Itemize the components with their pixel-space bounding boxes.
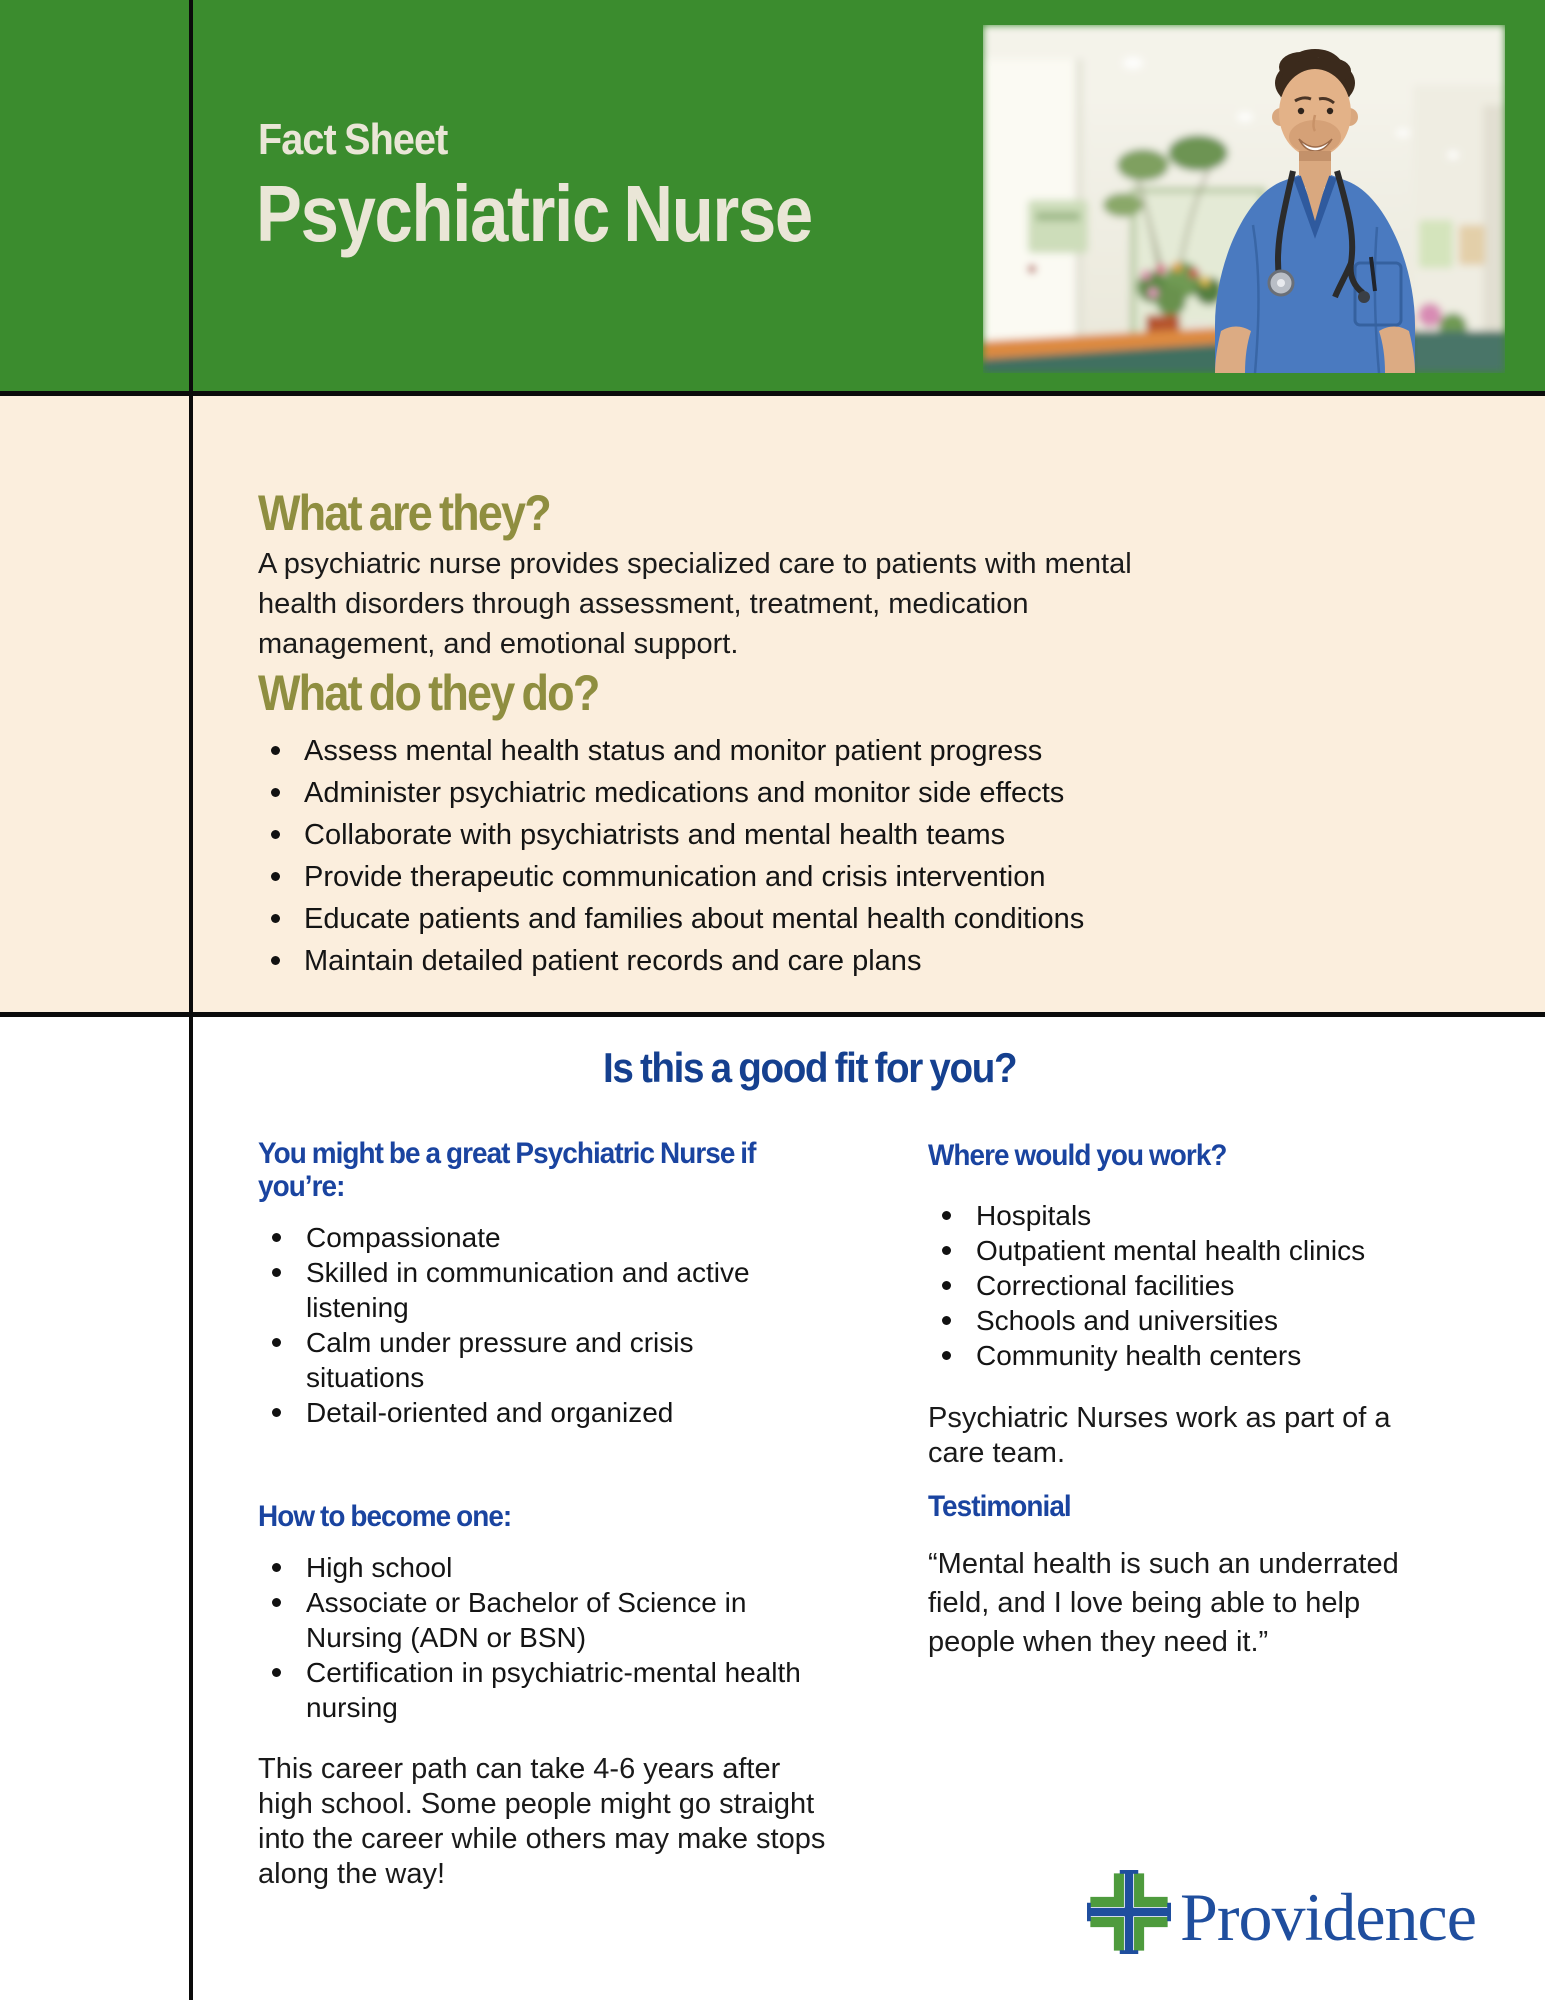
list-item bbox=[928, 1268, 1508, 1303]
care-team-note bbox=[928, 1401, 1508, 1471]
left-rule bbox=[189, 0, 193, 2000]
page-title: Psychiatric Nurse bbox=[256, 169, 812, 258]
quote-line: people when they need it.” bbox=[928, 1626, 1269, 1658]
testimonial-quote bbox=[928, 1545, 1508, 1662]
bullet-line: listening bbox=[306, 1292, 409, 1323]
list-item bbox=[928, 1303, 1508, 1338]
note-line: This career path can take 4-6 years after bbox=[258, 1753, 781, 1785]
great-if-heading bbox=[258, 1137, 755, 1203]
note-line: high school. Some people might go straight bbox=[258, 1788, 815, 1820]
how-become-heading: How to become one: bbox=[258, 1500, 512, 1533]
nurse-photo bbox=[983, 25, 1505, 373]
bullet-line: Compassionate bbox=[306, 1222, 501, 1253]
list-item bbox=[258, 1395, 858, 1430]
heading-line: you’re: bbox=[258, 1170, 345, 1203]
where-work-list bbox=[928, 1198, 1508, 1373]
list-item: Provide therapeutic communication and crisis intervention bbox=[258, 856, 1478, 898]
bullet-line: Calm under pressure and crisis bbox=[306, 1327, 694, 1358]
bullet-line: nursing bbox=[306, 1692, 398, 1723]
what-are-they-body bbox=[258, 544, 1358, 664]
testimonial-heading: Testimonial bbox=[928, 1490, 1071, 1523]
body-line: management, and emotional support. bbox=[258, 628, 739, 660]
list-item: Collaborate with psychiatrists and mental health teams bbox=[258, 814, 1478, 856]
duties-list bbox=[258, 730, 1478, 982]
divider bbox=[0, 391, 1545, 396]
list-item bbox=[928, 1338, 1508, 1373]
bullet-line: Outpatient mental health clinics bbox=[976, 1235, 1366, 1266]
fit-heading: Is this a good fit for you? bbox=[603, 1044, 1017, 1091]
fit-section bbox=[0, 1017, 1545, 2000]
great-if-list bbox=[258, 1220, 858, 1430]
quote-line: field, and I love being able to help bbox=[928, 1587, 1361, 1619]
providence-cross-icon bbox=[1087, 1870, 1171, 1954]
career-note bbox=[258, 1752, 898, 1892]
bullet-line: High school bbox=[306, 1552, 453, 1583]
note-line: care team. bbox=[928, 1437, 1065, 1469]
list-item bbox=[928, 1233, 1508, 1268]
bullet-line: Associate or Bachelor of Science in bbox=[306, 1587, 747, 1618]
where-work-heading: Where would you work? bbox=[928, 1139, 1227, 1172]
list-item: Administer psychiatric medications and monitor side effects bbox=[258, 772, 1478, 814]
bullet-line: Hospitals bbox=[976, 1200, 1092, 1231]
fit-heading-wrap bbox=[190, 1045, 1430, 1091]
heading-line: You might be a great Psychiatric Nurse if bbox=[258, 1137, 756, 1170]
bullet-line: Nursing (ADN or BSN) bbox=[306, 1622, 587, 1653]
bullet-line: Schools and universities bbox=[976, 1305, 1278, 1336]
list-item bbox=[258, 1550, 898, 1585]
overview-section bbox=[0, 396, 1545, 1012]
bullet-line: situations bbox=[306, 1362, 425, 1393]
how-become-list bbox=[258, 1550, 898, 1725]
note-line: along the way! bbox=[258, 1858, 446, 1890]
what-are-they-heading: What are they? bbox=[258, 485, 550, 541]
list-item: Assess mental health status and monitor patient progress bbox=[258, 730, 1478, 772]
bullet-line: Certification in psychiatric-mental health bbox=[306, 1657, 801, 1688]
list-item: Maintain detailed patient records and care plans bbox=[258, 940, 1478, 982]
list-item bbox=[258, 1655, 898, 1725]
what-do-they-do-heading: What do they do? bbox=[258, 665, 599, 721]
bullet-line: Detail-oriented and organized bbox=[306, 1397, 674, 1428]
providence-wordmark: Providence bbox=[1180, 1879, 1476, 1955]
list-item bbox=[258, 1585, 898, 1655]
note-line: Psychiatric Nurses work as part of a bbox=[928, 1402, 1391, 1434]
list-item bbox=[258, 1325, 858, 1395]
body-line: A psychiatric nurse provides specialized care to patients with mental bbox=[258, 548, 1132, 580]
note-line: into the career while others may make stops bbox=[258, 1823, 826, 1855]
divider bbox=[0, 1012, 1545, 1017]
kicker: Fact Sheet bbox=[258, 115, 448, 164]
bullet-line: Community health centers bbox=[976, 1340, 1302, 1371]
bullet-line: Correctional facilities bbox=[976, 1270, 1235, 1301]
body-line: health disorders through assessment, treatment, medication bbox=[258, 588, 1029, 620]
list-item bbox=[928, 1198, 1508, 1233]
quote-line: “Mental health is such an underrated bbox=[928, 1548, 1399, 1580]
list-item: Educate patients and families about mental health conditions bbox=[258, 898, 1478, 940]
list-item bbox=[258, 1220, 858, 1255]
bullet-line: Skilled in communication and active bbox=[306, 1257, 750, 1288]
list-item bbox=[258, 1255, 858, 1325]
green-header bbox=[0, 0, 1545, 391]
